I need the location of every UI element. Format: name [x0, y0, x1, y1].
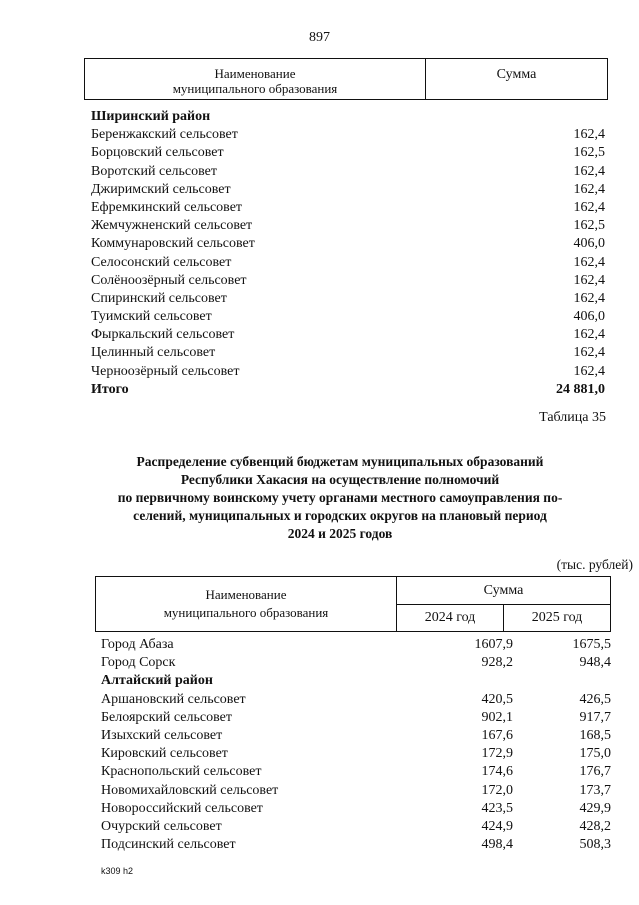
row-value-2025: 1675,5	[572, 637, 611, 652]
table1-total-row	[91, 381, 605, 399]
row-value-2025: 428,2	[579, 818, 611, 834]
row-value-2025: 948,4	[579, 655, 611, 671]
row-name: Жемчужненский сельсовет	[91, 218, 253, 234]
title-line: Распределение субвенций бюджетам муниципальных образований	[136, 454, 544, 469]
table1-rows	[91, 126, 605, 381]
title-line: Республики Хакасия на осуществление полномочий	[180, 472, 500, 487]
row-value: 162,4	[573, 345, 605, 361]
row-value: 162,5	[573, 218, 605, 234]
table2-row	[101, 727, 611, 745]
table1-header	[84, 58, 608, 100]
table2-header-years	[397, 605, 610, 631]
row-value: 162,4	[573, 290, 605, 306]
row-value: 162,4	[573, 272, 605, 288]
row-value-2025: 168,5	[579, 727, 611, 743]
row-name: Солёноозёрный сельсовет	[91, 272, 247, 288]
row-name: Ефремкинский сельсовет	[91, 199, 243, 215]
row-value-2025: 173,7	[579, 782, 611, 798]
table1-row	[91, 163, 605, 181]
row-value: 162,5	[573, 145, 605, 161]
page-number: 897	[309, 30, 330, 45]
table1-header-name	[85, 59, 426, 99]
row-name: Алтайский район	[101, 673, 213, 689]
table1-row	[91, 326, 605, 344]
units-label: (тыс. рублей)	[556, 557, 633, 572]
table1-row	[91, 235, 605, 253]
table1-body	[91, 108, 605, 399]
table2-header-sum: Сумма	[397, 577, 610, 605]
table1-header-name-line1: Наименование	[214, 66, 296, 81]
row-name: Аршановский сельсовет	[101, 691, 246, 707]
row-name: Туимский сельсовет	[91, 309, 212, 325]
row-name: Фыркальский сельсовет	[91, 327, 235, 343]
table2-row	[101, 654, 611, 672]
row-value-2025: 917,7	[579, 709, 611, 725]
total-value: 24 881,0	[556, 381, 605, 397]
table1-row	[91, 363, 605, 381]
row-value: 162,4	[573, 127, 605, 143]
table1-row	[91, 217, 605, 235]
table2-row	[101, 745, 611, 763]
table2-header-name-line1: Наименование	[205, 587, 287, 602]
row-name: Краснопольский сельсовет	[101, 764, 262, 780]
row-value: 162,4	[573, 163, 605, 179]
row-name: Джиримский сельсовет	[91, 181, 231, 197]
row-value-2025	[541, 672, 611, 690]
table1-row	[91, 290, 605, 308]
row-value-2024: 174,6	[481, 764, 513, 780]
table1-row	[91, 126, 605, 144]
row-name: Кировский сельсовет	[101, 746, 228, 762]
row-value-2024: 1607,9	[474, 637, 513, 652]
row-value: 162,4	[573, 327, 605, 343]
row-name: Селосонский сельсовет	[91, 254, 232, 270]
row-name: Город Абаза	[101, 637, 174, 652]
row-name: Воротский сельсовет	[91, 163, 217, 179]
row-value: 162,4	[573, 199, 605, 215]
row-value-2024: 167,6	[481, 727, 513, 743]
table2-row	[101, 709, 611, 727]
row-value-2024: 420,5	[481, 691, 513, 707]
table2-header-name	[96, 577, 397, 631]
row-value-2025: 426,5	[579, 691, 611, 707]
table1-header-sum: Сумма	[496, 67, 537, 82]
row-value-2024: 172,0	[481, 782, 513, 798]
table2-header-sum-group	[397, 577, 610, 631]
table1-section-heading	[91, 108, 605, 126]
table2-row	[101, 818, 611, 836]
table1-row	[91, 199, 605, 217]
row-name: Черноозёрный сельсовет	[91, 363, 240, 379]
row-name: Белоярский сельсовет	[101, 709, 232, 725]
table2-row	[101, 691, 611, 709]
table2-row	[101, 636, 611, 654]
table1-row	[91, 254, 605, 272]
title-line: 2024 и 2025 годов	[287, 526, 393, 541]
row-name: Беренжакский сельсовет	[91, 127, 238, 143]
row-name: Борцовский сельсовет	[91, 145, 224, 161]
table-number: Таблица 35	[539, 410, 606, 425]
table2-header-year-2025: 2025 год	[531, 610, 583, 625]
row-value-2025: 429,9	[579, 800, 611, 816]
table2-header-name-line2: муниципального образования	[163, 605, 329, 620]
row-value: 406,0	[573, 309, 605, 325]
row-value-2024	[393, 672, 513, 690]
table1-header-name-line2: муниципального образования	[172, 81, 338, 96]
title-line: по первичному воинскому учету органами местного самоуправления по-	[117, 490, 563, 505]
table2-header	[95, 576, 611, 632]
table2-row	[101, 782, 611, 800]
table2-row	[101, 763, 611, 781]
row-value-2024: 423,5	[481, 800, 513, 816]
table2-row	[101, 836, 611, 854]
row-value-2025: 175,0	[579, 746, 611, 762]
title-line: селений, муниципальных и городских округов на плановый период	[133, 508, 547, 523]
row-value-2024: 498,4	[481, 837, 513, 853]
row-name: Целинный сельсовет	[91, 345, 216, 361]
row-value: 162,4	[573, 363, 605, 379]
table2-body	[101, 636, 611, 854]
row-value: 406,0	[573, 236, 605, 252]
row-value-2025: 176,7	[579, 764, 611, 780]
row-name: Спиринский сельсовет	[91, 290, 227, 306]
table2-section-heading	[101, 672, 611, 690]
row-value-2025: 508,3	[579, 837, 611, 853]
table1-row	[91, 308, 605, 326]
row-value-2024: 902,1	[481, 709, 513, 725]
row-value: 162,4	[573, 181, 605, 197]
table2-row	[101, 800, 611, 818]
total-label: Итого	[91, 381, 129, 397]
table2-header-year-2024: 2024 год	[397, 605, 504, 631]
table1-row	[91, 272, 605, 290]
row-name: Новороссийский сельсовет	[101, 800, 263, 816]
table1-row	[91, 181, 605, 199]
row-name: Коммунаровский сельсовет	[91, 236, 255, 252]
row-name: Очурский сельсовет	[101, 818, 222, 834]
row-name: Подсинский сельсовет	[101, 837, 236, 853]
row-value-2024: 172,9	[481, 746, 513, 762]
table1-row	[91, 344, 605, 362]
table-title	[80, 453, 600, 543]
row-name: Изыхский сельсовет	[101, 727, 223, 743]
footer-code: k309 h2	[101, 866, 134, 876]
row-name: Город Сорск	[101, 655, 176, 671]
row-value-2024: 928,2	[481, 655, 513, 671]
table1-row	[91, 144, 605, 162]
row-name: Новомихайловский сельсовет	[101, 782, 279, 798]
section-label: Ширинский район	[91, 109, 211, 124]
row-value: 162,4	[573, 254, 605, 270]
row-value-2024: 424,9	[481, 818, 513, 834]
